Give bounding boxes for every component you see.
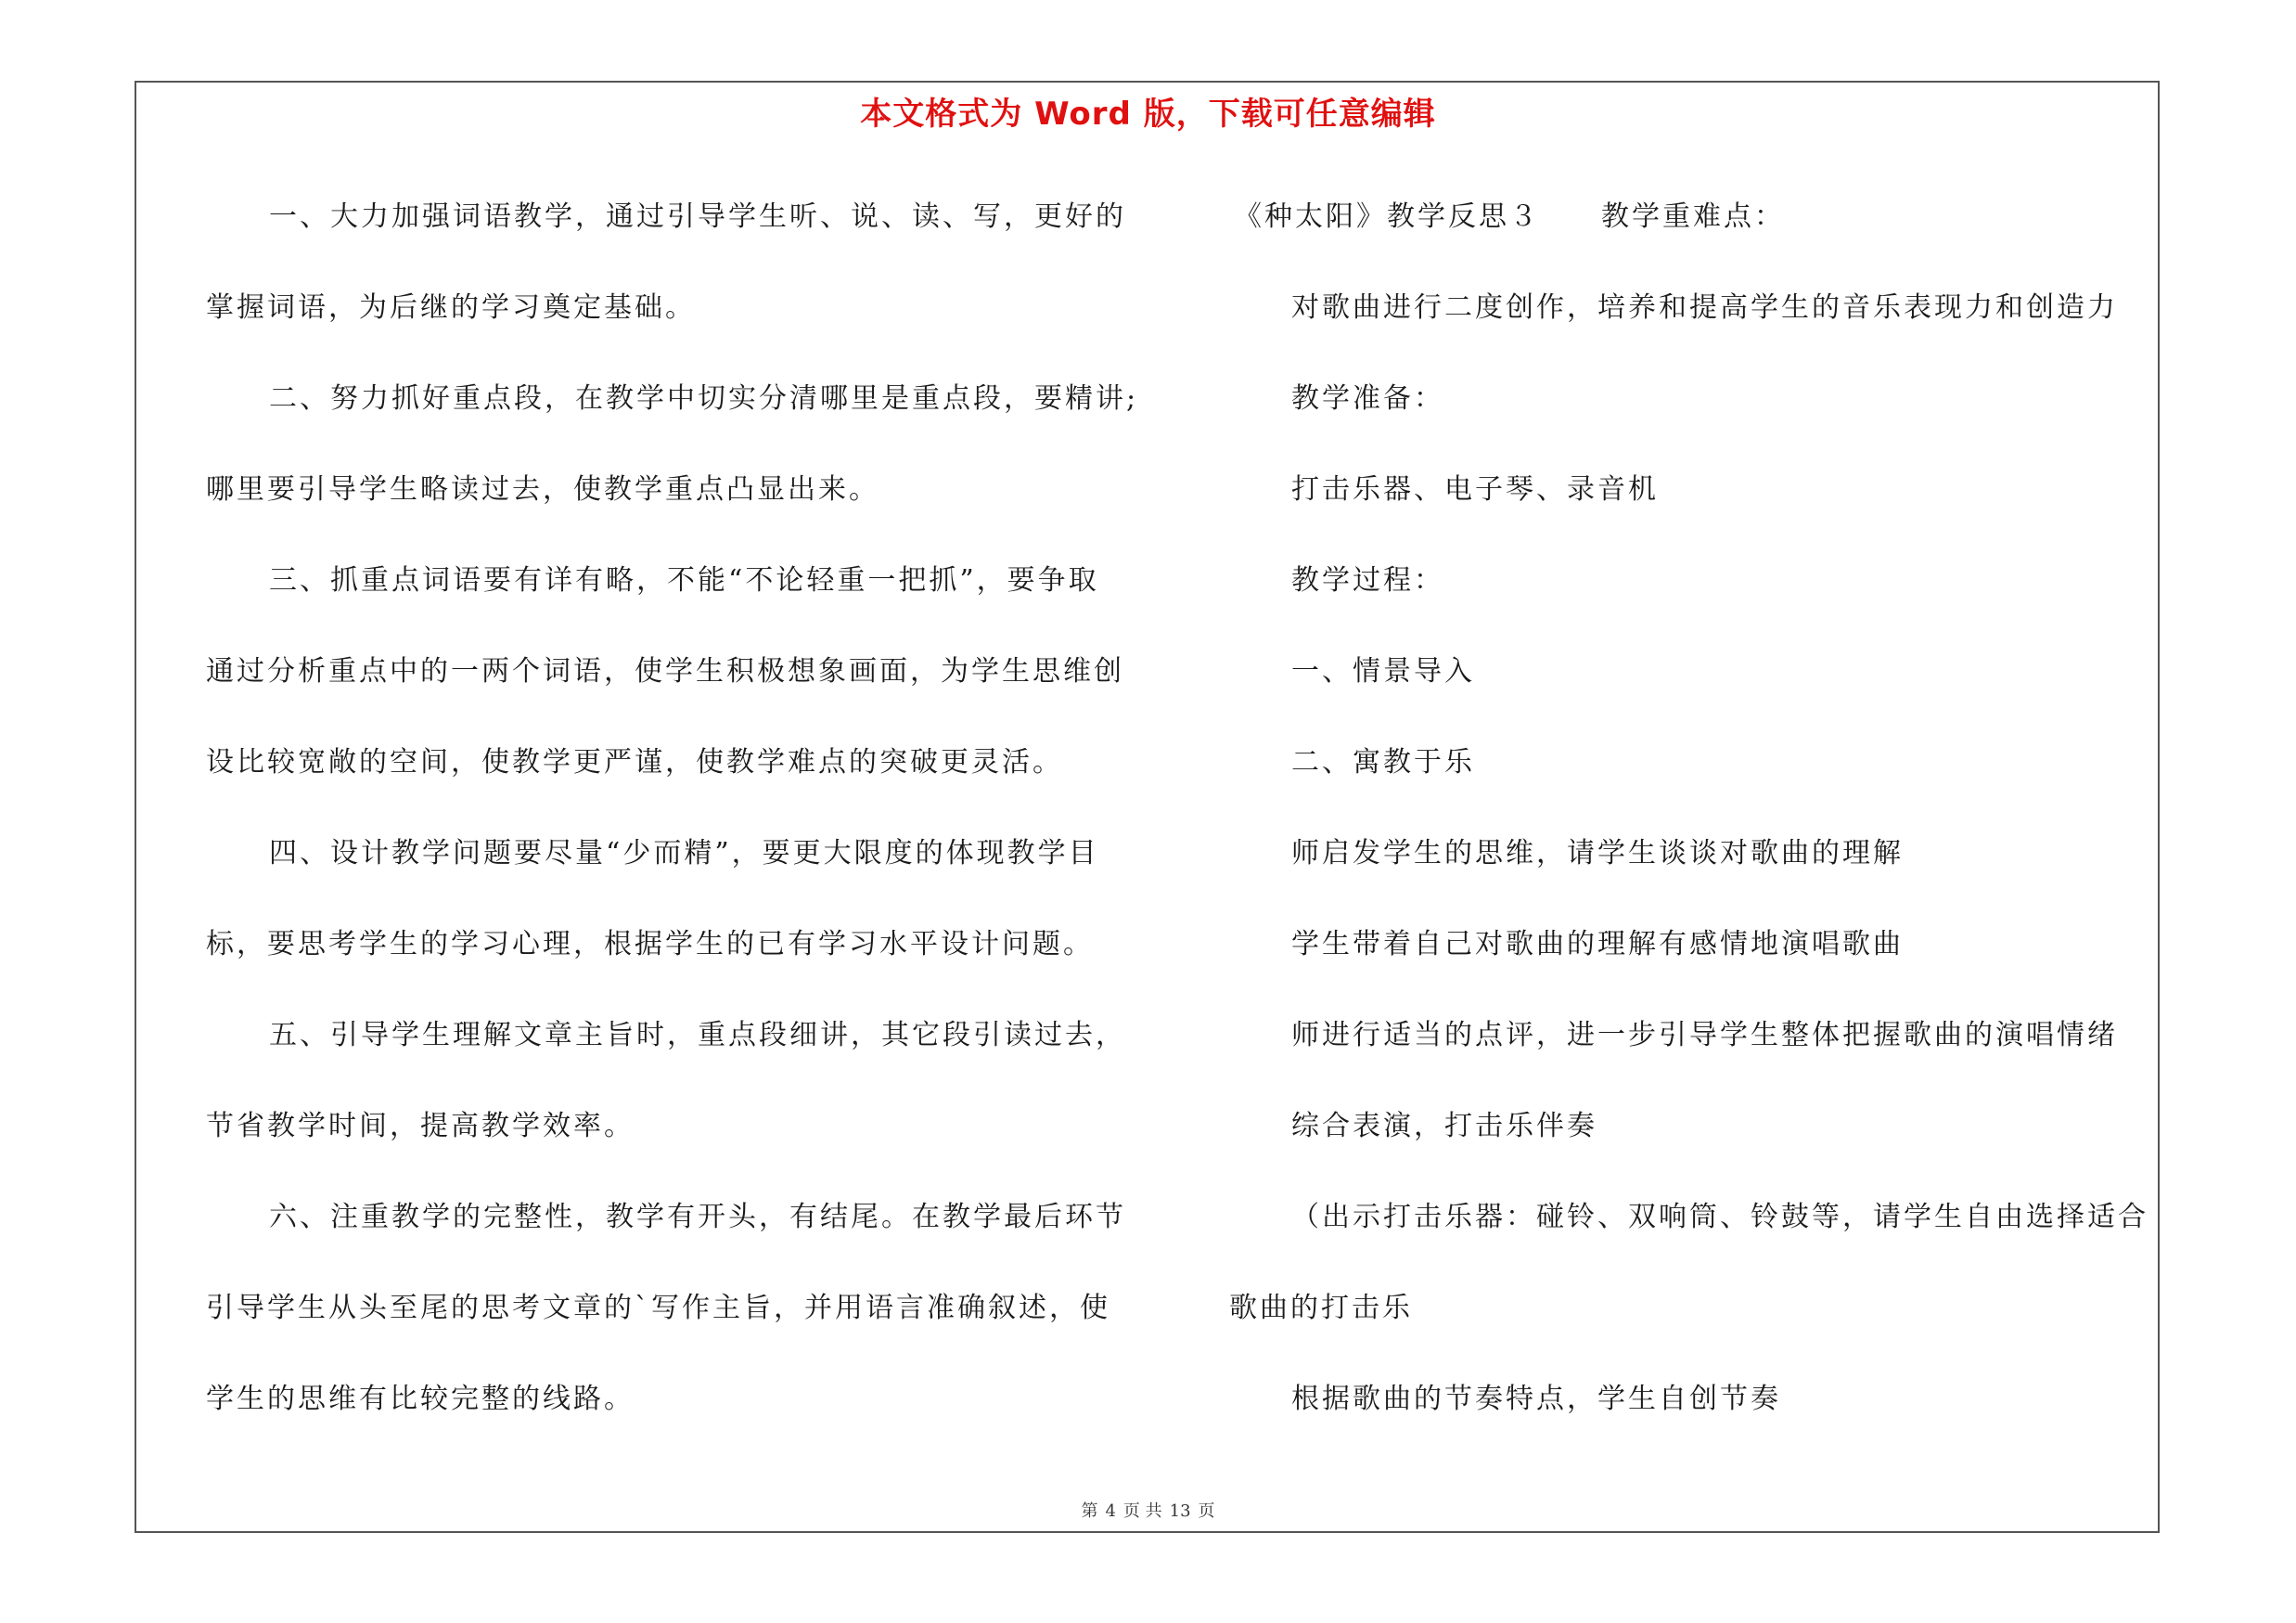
paragraph-line: 一、情景导入 — [1291, 655, 1475, 688]
paragraph-line: 六、注重教学的完整性，教学有开头，有结尾。在教学最后环节 — [269, 1201, 1126, 1233]
paragraph-line: 学生带着自己对歌曲的理解有感情地演唱歌曲 — [1291, 928, 1904, 960]
footer-middle: 页 共 — [1122, 1501, 1162, 1521]
paragraph-line: 通过分析重点中的一两个词语，使学生积极想象画面，为学生思维创 — [206, 655, 1124, 688]
paragraph-line: 教学过程： — [1291, 564, 1444, 597]
paragraph-line: 五、引导学生理解文章主旨时，重点段细讲，其它段引读过去， — [269, 1019, 1126, 1051]
paragraph-line: 四、设计教学问题要尽量“少而精”，要更大限度的体现教学目 — [269, 837, 1099, 869]
paragraph-line: 《种太阳》教学反思３ 教学重难点： — [1234, 200, 1785, 233]
paragraph-line: 三、抓重点词语要有详有略，不能“不论轻重一把抓”，要争取 — [269, 564, 1099, 597]
paragraph-line: 根据歌曲的节奏特点，学生自创节奏 — [1291, 1383, 1781, 1415]
footer-prefix: 第 — [1081, 1501, 1098, 1521]
paragraph-line: 引导学生从头至尾的思考文章的`写作主旨，并用语言准确叙述，使 — [206, 1292, 1110, 1324]
paragraph-line: 打击乐器、电子琴、录音机 — [1291, 473, 1659, 506]
paragraph-line: 掌握词语，为后继的学习奠定基础。 — [206, 291, 696, 324]
paragraph-line: 设比较宽敞的空间，使教学更严谨，使教学难点的突破更灵活。 — [206, 746, 1063, 779]
paragraph-line: 哪里要引导学生略读过去，使教学重点凸显出来。 — [206, 473, 879, 506]
paragraph-line: 标，要思考学生的学习心理，根据学生的已有学习水平设计问题。 — [206, 928, 1094, 960]
paragraph-line: 一、大力加强词语教学，通过引导学生听、说、读、写，更好的 — [269, 200, 1126, 233]
paragraph-line: 对歌曲进行二度创作，培养和提高学生的音乐表现力和创造力 — [1291, 291, 2118, 324]
paragraph-line: 二、努力抓好重点段，在教学中切实分清哪里是重点段，要精讲; — [269, 382, 1139, 415]
paragraph-line: 二、寓教于乐 — [1291, 746, 1475, 779]
page-footer — [0, 1498, 2296, 1522]
paragraph-line: 师进行适当的点评，进一步引导学生整体把握歌曲的演唱情绪 — [1291, 1019, 2118, 1051]
paragraph-line: 学生的思维有比较完整的线路。 — [206, 1383, 635, 1415]
footer-current-page: 4 — [1105, 1501, 1116, 1521]
footer-suffix: 页 — [1198, 1501, 1215, 1521]
paragraph-line: 师启发学生的思维，请学生谈谈对歌曲的理解 — [1291, 837, 1904, 869]
paragraph-line: 节省教学时间，提高教学效率。 — [206, 1110, 635, 1142]
paragraph-line: （出示打击乐器：碰铃、双响筒、铃鼓等，请学生自由选择适合 — [1291, 1201, 2148, 1233]
paragraph-line: 歌曲的打击乐 — [1229, 1292, 1413, 1324]
footer-total-pages: 13 — [1169, 1501, 1191, 1521]
document-header: 本文格式为 Word 版，下载可任意编辑 — [860, 96, 1436, 133]
paragraph-line: 教学准备： — [1291, 382, 1444, 415]
paragraph-line: 综合表演，打击乐伴奏 — [1291, 1110, 1597, 1142]
